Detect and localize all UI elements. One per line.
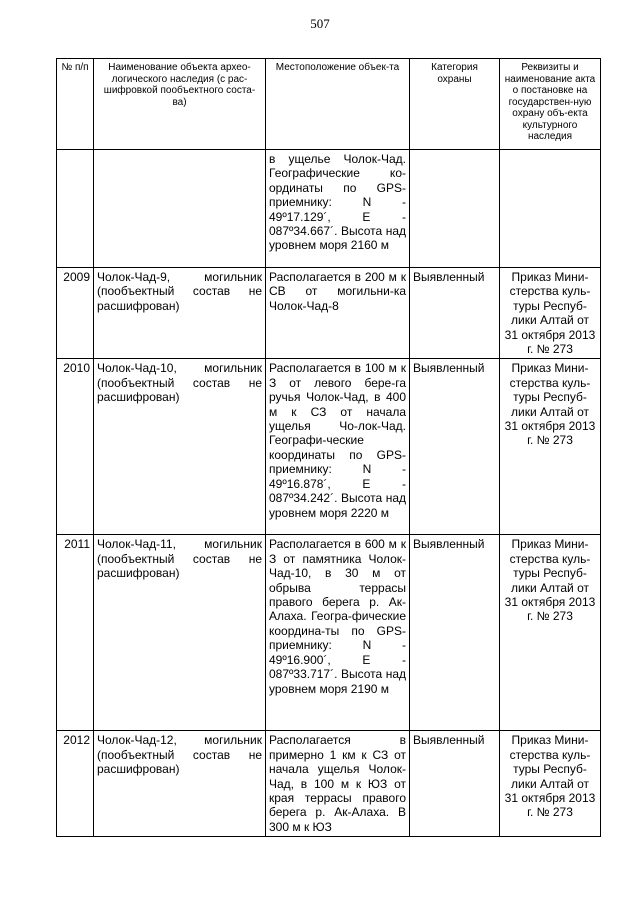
cell-num: 2011 — [57, 535, 94, 731]
cell-requisites — [500, 150, 601, 268]
cell-location: Располагается в примерно 1 км к СЗ от начала ущелья Чолок-Чад, в 100 м к ЮЗ от края террасы правого берега р. Ак-Алаха. В 300 м к ЮЗ — [266, 731, 410, 837]
cell-requisites: Приказ Мини-стерства куль-туры Респуб-лики Алтай от 31 октября 2013 г. № 273 — [500, 268, 601, 359]
cell-location: Располагается в 200 м к СВ от могильни-ка Чолок-Чад-8 — [266, 268, 410, 359]
table-row — [57, 359, 601, 535]
header-requisites: Реквизиты и наименование акта о постановке на государствен-ную охрану объ-екта культурного наследия — [500, 59, 601, 150]
table-row — [57, 268, 601, 359]
cell-name: Чолок-Чад-10, могильник (пообъектный состав не расшифрован) — [94, 359, 266, 535]
page-number: 507 — [310, 16, 330, 31]
cell-num: 2010 — [57, 359, 94, 535]
cell-category: Выявленный — [410, 535, 500, 731]
cell-requisites: Приказ Мини-стерства куль-туры Респуб-лики Алтай от 31 октября 2013 г. № 273 — [500, 359, 601, 535]
header-name: Наименование объекта архео-логического наследия (с рас-шифровкой пообъектного соста-ва) — [94, 59, 266, 150]
cell-category: Выявленный — [410, 731, 500, 837]
header-category: Категория охраны — [410, 59, 500, 150]
table-row — [57, 731, 601, 837]
table-row — [57, 535, 601, 731]
cell-name — [94, 150, 266, 268]
header-location: Местоположение объек-та — [266, 59, 410, 150]
cell-category — [410, 150, 500, 268]
header-num: № п/п — [57, 59, 94, 150]
cell-requisites: Приказ Мини-стерства куль-туры Респуб-лики Алтай от 31 октября 2013 г. № 273 — [500, 731, 601, 837]
heritage-registry-table — [56, 58, 601, 837]
cell-location: в ущелье Чолок-Чад. Географические ко-ординаты по GPS-приемнику: N - 49º17.129´, E - 087º34.667´. Высота над уровнем моря 2160 м — [266, 150, 410, 268]
cell-category: Выявленный — [410, 359, 500, 535]
cell-name: Чолок-Чад-11, могильник (пообъектный состав не расшифрован) — [94, 535, 266, 731]
cell-name: Чолок-Чад-12, могильник (пообъектный состав не расшифрован) — [94, 731, 266, 837]
cell-name: Чолок-Чад-9, могильник (пообъектный состав не расшифрован) — [94, 268, 266, 359]
cell-requisites: Приказ Мини-стерства куль-туры Респуб-лики Алтай от 31 октября 2013 г. № 273 — [500, 535, 601, 731]
cell-num — [57, 150, 94, 268]
cell-location: Располагается в 100 м к З от левого бере-га ручья Чолок-Чад, в 400 м к СЗ от начала ущелья Чо-лок-Чад. Географи-ческие координаты по GPS-приемнику: N - 49º16.878´, E - 087º34.242´. Высота над уровнем моря 2220 м — [266, 359, 410, 535]
table-row — [57, 150, 601, 268]
table-header-row — [57, 59, 601, 150]
cell-num: 2009 — [57, 268, 94, 359]
cell-location: Располагается в 600 м к З от памятника Чолок-Чад-10, в 30 м от обрыва террасы правого берега р. Ак-Алаха. Геогра-фические координа-ты по GPS-приемнику: N - 49º16.900´, E - 087º33.717´. Высота над уровнем моря 2190 м — [266, 535, 410, 731]
cell-category: Выявленный — [410, 268, 500, 359]
cell-num: 2012 — [57, 731, 94, 837]
